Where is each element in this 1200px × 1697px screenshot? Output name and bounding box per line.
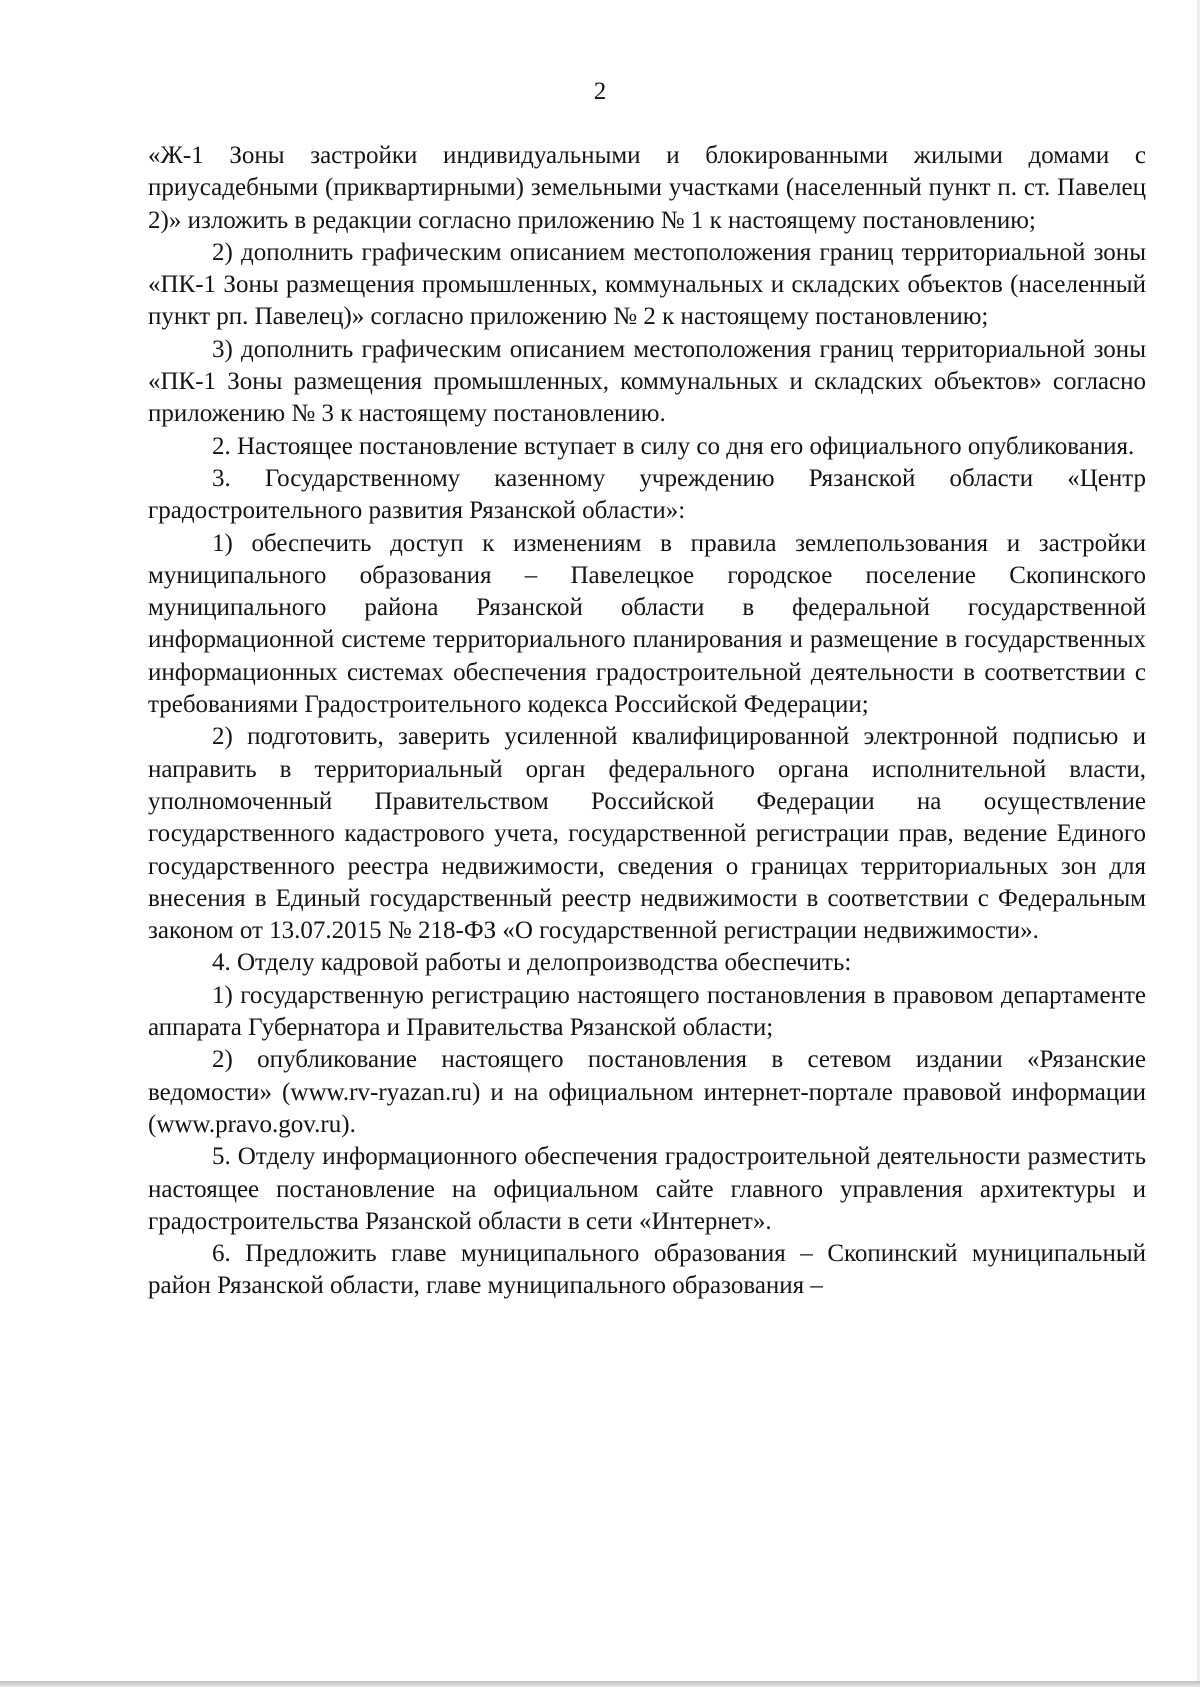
scan-edge-bottom: [0, 1681, 1200, 1687]
page-number: 2: [593, 78, 607, 105]
paragraph-point-6-proposal: 6. Предложить главе муниципального образования – Скопинский муниципальный район Рязанской области, главе муниципального образования –: [148, 1240, 1146, 1300]
paragraph-point-3-state-institution: 3. Государственному казенному учреждению Рязанской области «Центр градостроительного развития Рязанской области»:: [148, 464, 1146, 525]
paragraph-zh1-zone-continuation: «Ж-1 Зоны застройки индивидуальными и блокированными жилыми домами с приусадебными (приквартирными) земельными участками (населенный пункт п. ст. Павелец 2)» изложить в редакции согласно приложению № 1 к настоящему постановлению;: [148, 142, 1146, 234]
paragraph-point-3-subitem-1-access: 1) обеспечить доступ к изменениям в правила землепользования и застройки муниципального образования – Павелецкое городское поселение Скопинского муниципального района Рязанской области в федеральной государственной информационной системе территориального планирования и размещение в государственных информационных системах обеспечения градостроительной деятельности в соответствии с требованиями Градостроительного кодекса Российской Федерации;: [148, 529, 1146, 719]
document-body: [148, 140, 1146, 1303]
paragraph-item-3-graphic-description: 3) дополнить графическим описанием местоположения границ территориальной зоны «ПК-1 Зоны размещения промышленных, коммунальных и складских объектов» согласно приложению № 3 к настоящему постановлению.: [148, 335, 1146, 428]
paragraph-point-5-information-department: 5. Отделу информационного обеспечения градостроительной деятельности разместить настоящее постановление на официальном сайте главного управления архитектуры и градостроительства Рязанской области в сети «Интернет».: [148, 1143, 1146, 1235]
paragraph-point-4-subitem-1-registration: 1) государственную регистрацию настоящего постановления в правовом департаменте аппарата Губернатора и Правительства Рязанской области;: [148, 981, 1146, 1042]
paragraph-point-2-effective-date: 2. Настоящее постановление вступает в силу со дня его официального опубликования.: [212, 432, 1135, 460]
paragraph-point-4-hr-department: 4. Отделу кадровой работы и делопроизводства обеспечить:: [212, 949, 852, 977]
paragraph-item-2-graphic-description: 2) дополнить графическим описанием местоположения границ территориальной зоны «ПК-1 Зоны размещения промышленных, коммунальных и складских объектов (населенный пункт рп. Павелец)» согласно приложению № 2 к настоящему постановлению;: [148, 238, 1146, 331]
paragraph-point-4-subitem-2-publication: 2) опубликование настоящего постановления в сетевом издании «Рязанские ведомости» (www.rv-ryazan.ru) и на официальном интернет-портале правовой информации (www.pravo.gov.ru).: [148, 1046, 1146, 1138]
paragraph-point-3-subitem-2-registry: 2) подготовить, заверить усиленной квалифицированной электронной подписью и направить в территориальный орган федерального органа исполнительной власти, уполномоченный Правительством Российской Федерации на осуществление государственного кадастрового учета, государственной регистрации прав, ведение Единого государственного реестра недвижимости, сведения о границах территориальных зон для внесения в Единый государственный реестр недвижимости в соответствии с Федеральным законом от 13.07.2015 № 218-ФЗ «О государственной регистрации недвижимости».: [148, 723, 1146, 945]
